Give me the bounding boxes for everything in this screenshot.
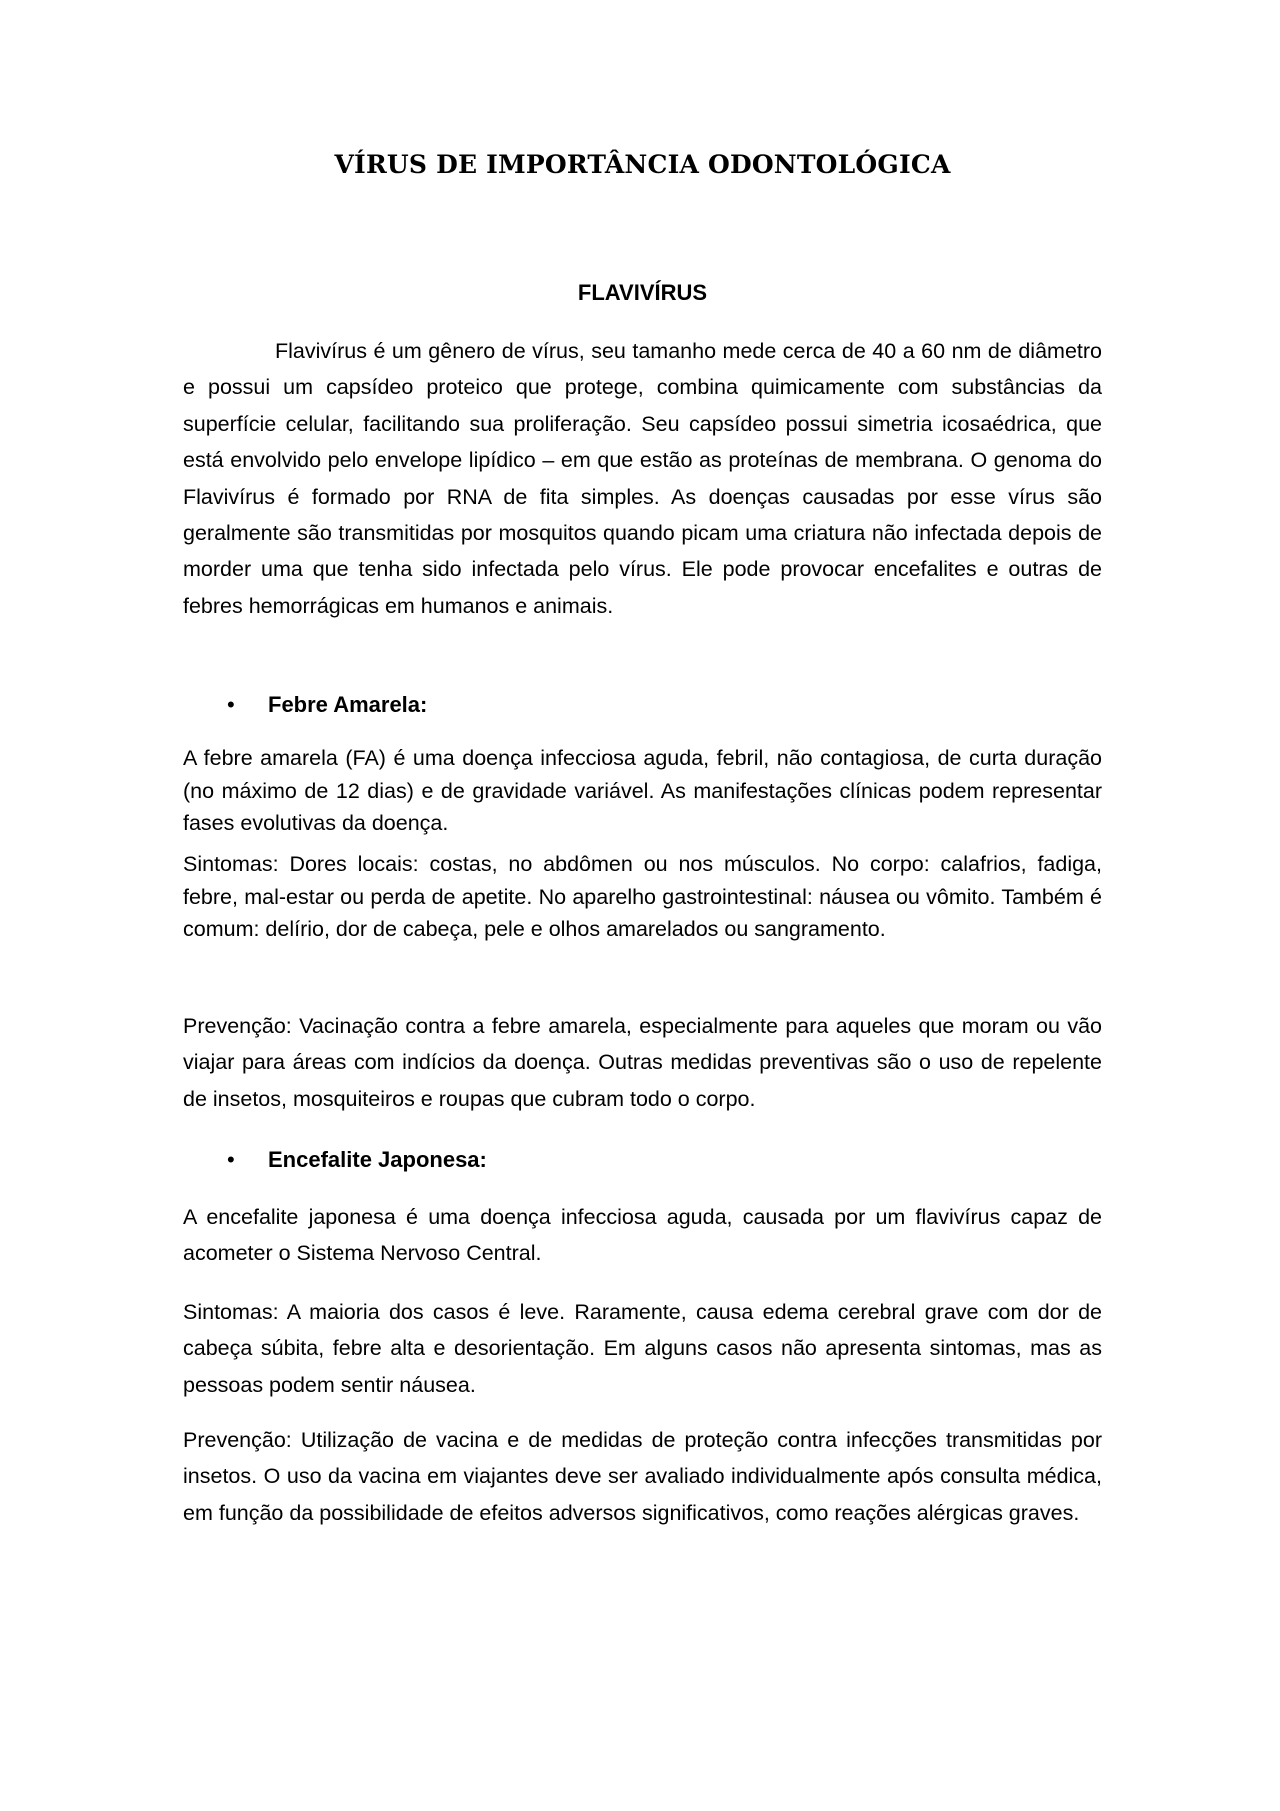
document-title: VÍRUS DE IMPORTÂNCIA ODONTOLÓGICA bbox=[334, 150, 951, 179]
febre-amarela-symptoms: Sintomas: Dores locais: costas, no abdômen ou nos músculos. No corpo: calafrios, fadiga, febre, mal-estar ou perda de apetite. No aparelho gastrointestinal: náusea ou vômito. Também é comum: delírio, dor de cabeça, pele e olhos amarelados ou sangramento. bbox=[183, 852, 1102, 941]
febre-amarela-prevention: Prevenção: Vacinação contra a febre amarela, especialmente para aqueles que moram ou vão viajar para áreas com indícios da doença. Outras medidas preventivas são o uso de repelente de insetos, mosquiteiros e roupas que cubram todo o corpo. bbox=[183, 1014, 1102, 1111]
encefalite-symptoms: Sintomas: A maioria dos casos é leve. Raramente, causa edema cerebral grave com dor de cabeça súbita, febre alta e desorientação. Em alguns casos não apresenta sintomas, mas as pessoas podem sentir náusea. bbox=[183, 1300, 1102, 1397]
encefalite-description: A encefalite japonesa é uma doença infecciosa aguda, causada por um flavivírus capaz de acometer o Sistema Nervoso Central. bbox=[183, 1205, 1102, 1266]
febre-amarela-description: A febre amarela (FA) é uma doença infecciosa aguda, febril, não contagiosa, de curta duração (no máximo de 12 dias) e de gravidade variável. As manifestações clínicas podem representar fases evolutivas da doença. bbox=[183, 746, 1102, 835]
section-title-flavivirus: FLAVIVÍRUS bbox=[577, 280, 708, 305]
bullet-icon: • bbox=[227, 1147, 235, 1172]
intro-paragraph: Flavivírus é um gênero de vírus, seu tamanho mede cerca de 40 a 60 nm de diâmetro e possui um capsídeo proteico que protege, combina quimicamente com substâncias da superfície celular, facilitando sua proliferação. Seu capsídeo possui simetria icosaédrica, que está envolvido pelo envelope lipídico – em que estão as proteínas de membrana. O genoma do Flavivírus é formado por RNA de fita simples. As doenças causadas por esse vírus são geralmente são transmitidas por mosquitos quando picam uma criatura não infectada depois de morder uma que tenha sido infectada pelo vírus. Ele pode provocar encefalites e outras de febres hemorrágicas em humanos e animais. bbox=[183, 339, 1102, 618]
heading-encefalite-japonesa: Encefalite Japonesa: bbox=[268, 1147, 487, 1172]
bullet-icon: • bbox=[227, 692, 235, 717]
heading-febre-amarela: Febre Amarela: bbox=[268, 692, 428, 717]
encefalite-prevention: Prevenção: Utilização de vacina e de medidas de proteção contra infecções transmitidas por insetos. O uso da vacina em viajantes deve ser avaliado individualmente após consulta médica, em função da possibilidade de efeitos adversos significativos, como reações alérgicas graves. bbox=[183, 1428, 1102, 1525]
